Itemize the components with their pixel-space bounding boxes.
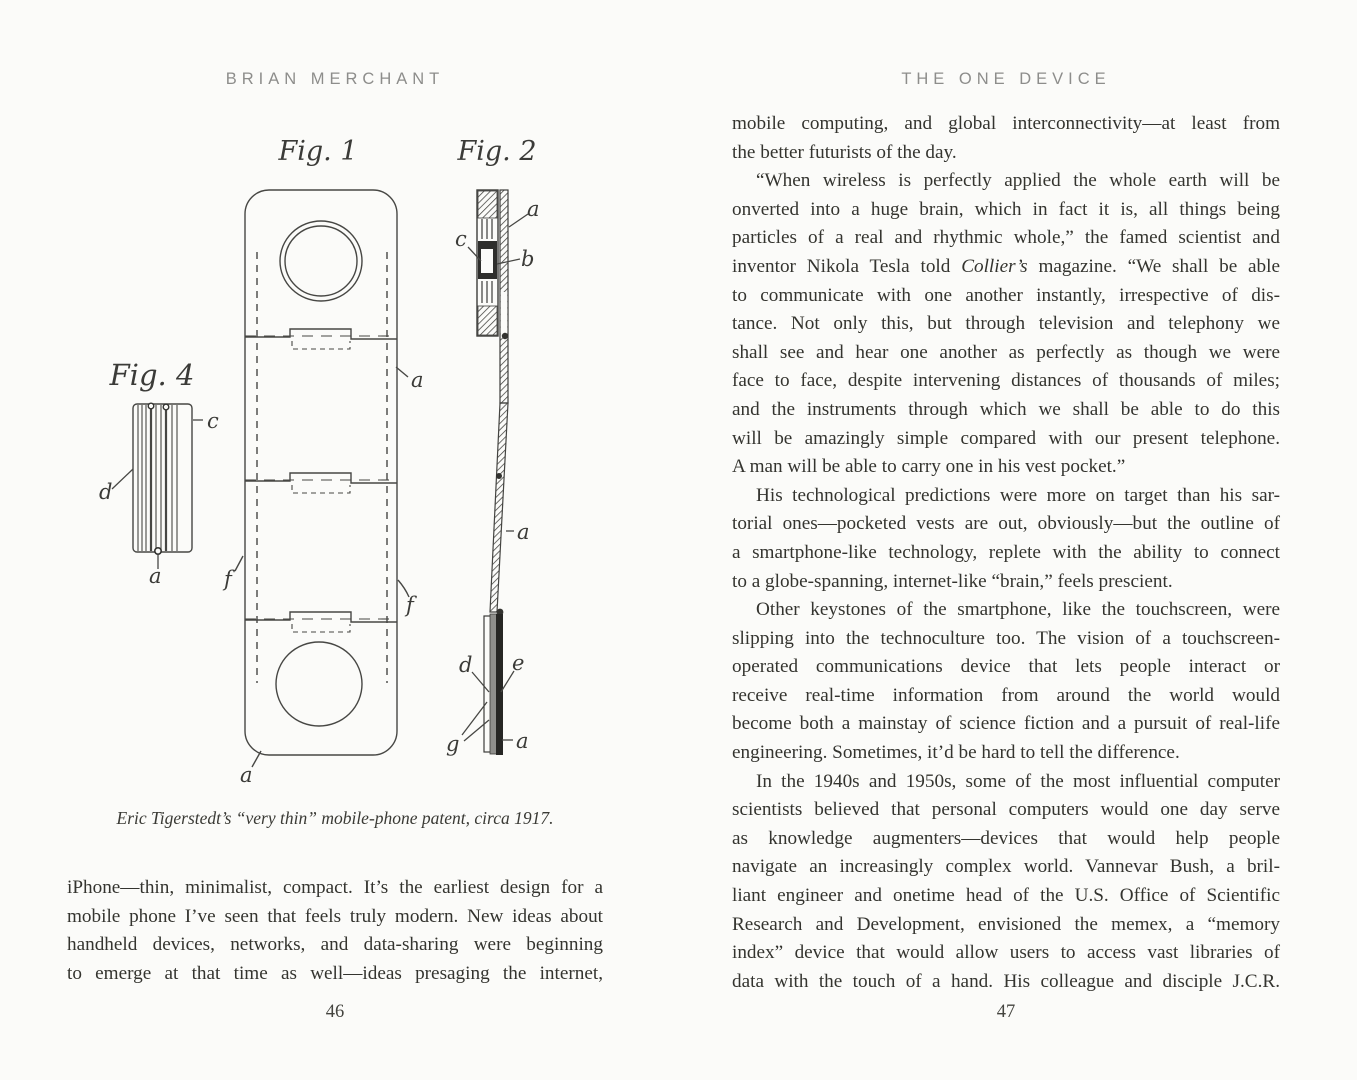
text-line: particles of a real and rhythmic whole,” the famed scientist and (732, 227, 1280, 249)
text-line: In the 1940s and 1950s, some of the most influential computer (756, 770, 1280, 792)
fig1-part-f-right: f (406, 593, 414, 617)
text-line: His technological predictions were more on target than his sar- (756, 484, 1280, 506)
text-line: a smartphone-like technology, replete with the ability to connect (732, 541, 1280, 563)
text-line: shall see and hear one another as perfectly as though we were (732, 341, 1280, 363)
fig2-part-a-bottom: a (516, 729, 529, 753)
text-line: as knowledge augmenters—devices that would help people (732, 827, 1280, 849)
text-line: tance. Not only this, but through television and telephony we (732, 313, 1280, 335)
text-line: Other keystones of the smartphone, like the touchscreen, were (756, 599, 1280, 621)
fig1-drawing (235, 190, 409, 767)
text-line: the better futurists of the day. (732, 141, 957, 163)
fig2-label: Fig. 2 (457, 136, 537, 167)
text-line: slipping into the technoculture too. The vision of a touchscreen- (732, 627, 1280, 649)
text-line: “When wireless is perfectly applied the whole earth will be (756, 170, 1280, 192)
running-header-author: BRIAN MERCHANT (225, 70, 445, 88)
text-line: mobile computing, and global interconnectivity—at least from (732, 113, 1280, 134)
figure-caption: Eric Tigerstedt’s “very thin” mobile-phone patent, circa 1917. (116, 808, 554, 828)
text-line: navigate an increasingly complex world. Vannevar Bush, a bril- (732, 856, 1280, 878)
left-page-body-text (67, 874, 603, 988)
text-line: receive real-time information from around the world would (732, 684, 1280, 706)
fig4-part-d: d (99, 480, 113, 504)
text-line: and the instruments through which we shall be able to do this (732, 398, 1280, 420)
text-line: face to face, despite intervening distances of thousands of miles; (732, 370, 1280, 392)
patent-figure-illustration (90, 125, 570, 805)
fig1-part-a-bottom: a (240, 763, 253, 787)
text-line: to emerge at that time as well—ideas presaging the internet, (67, 962, 603, 984)
right-page (690, 0, 1357, 1080)
text-line: torial ones—pocketed vests are out, obviously—but the outline of (732, 513, 1280, 535)
text-line: A man will be able to carry one in his vest pocket.” (732, 456, 1126, 478)
text-line: mobile phone I’ve seen that feels truly modern. New ideas about (67, 905, 603, 927)
fig4-drawing (112, 403, 203, 569)
text-line: to communicate with one another instantly, irrespective of dis- (732, 284, 1280, 306)
fig2-part-c: c (455, 227, 467, 251)
fig2-part-b: b (521, 247, 535, 271)
fig2-part-a-top: a (527, 197, 540, 221)
fig2-part-g: g (446, 732, 460, 756)
text-line: liant engineer and onetime head of the U.S. Office of Scientific (732, 885, 1280, 907)
fig4-label: Fig. 4 (109, 358, 195, 392)
text-line: index” device that would allow users to access vast libraries of (732, 942, 1280, 964)
fig2-part-a-middle: a (517, 520, 530, 544)
fig4-part-a: a (149, 564, 162, 588)
text-line: iPhone—thin, minimalist, compact. It’s the earliest design for a (67, 877, 603, 898)
fig2-part-d: d (459, 653, 473, 677)
text-line: operated communications device that lets people interact or (732, 656, 1280, 678)
fig1-label: Fig. 1 (278, 136, 358, 167)
running-header-title: THE ONE DEVICE (901, 70, 1111, 88)
text-line: will be amazingly simple compared with our present telephone. (732, 427, 1280, 449)
text-line: Research and Development, envisioned the memex, a “memory (732, 913, 1280, 935)
text-line: become both a mainstay of science fiction and a pursuit of real-life (732, 713, 1280, 735)
text-line: to a globe-spanning, internet-like “brain,” feels prescient. (732, 570, 1173, 592)
right-page-number: 47 (996, 1002, 1016, 1022)
text-line: handheld devices, networks, and data-sharing were beginning (67, 934, 603, 956)
text-line: scientists believed that personal computers would one day serve (732, 799, 1280, 821)
right-page-body-text (732, 110, 1280, 996)
fig1-part-a-right: a (411, 368, 424, 392)
left-page-number: 46 (325, 1002, 345, 1022)
fig1-part-f-left: f (224, 567, 232, 591)
text-line: inventor Nikola Tesla told Collier’s magazine. “We shall be able (732, 255, 1280, 277)
fig4-part-c: c (207, 409, 219, 433)
text-line: data with the touch of a hand. His colleague and disciple J.C.R. (732, 970, 1280, 992)
fig2-part-e: e (512, 651, 525, 675)
text-line: engineering. Sometimes, it’d be hard to tell the difference. (732, 742, 1180, 764)
text-line: onverted into a huge brain, which in fact it is, all things being (732, 198, 1280, 220)
